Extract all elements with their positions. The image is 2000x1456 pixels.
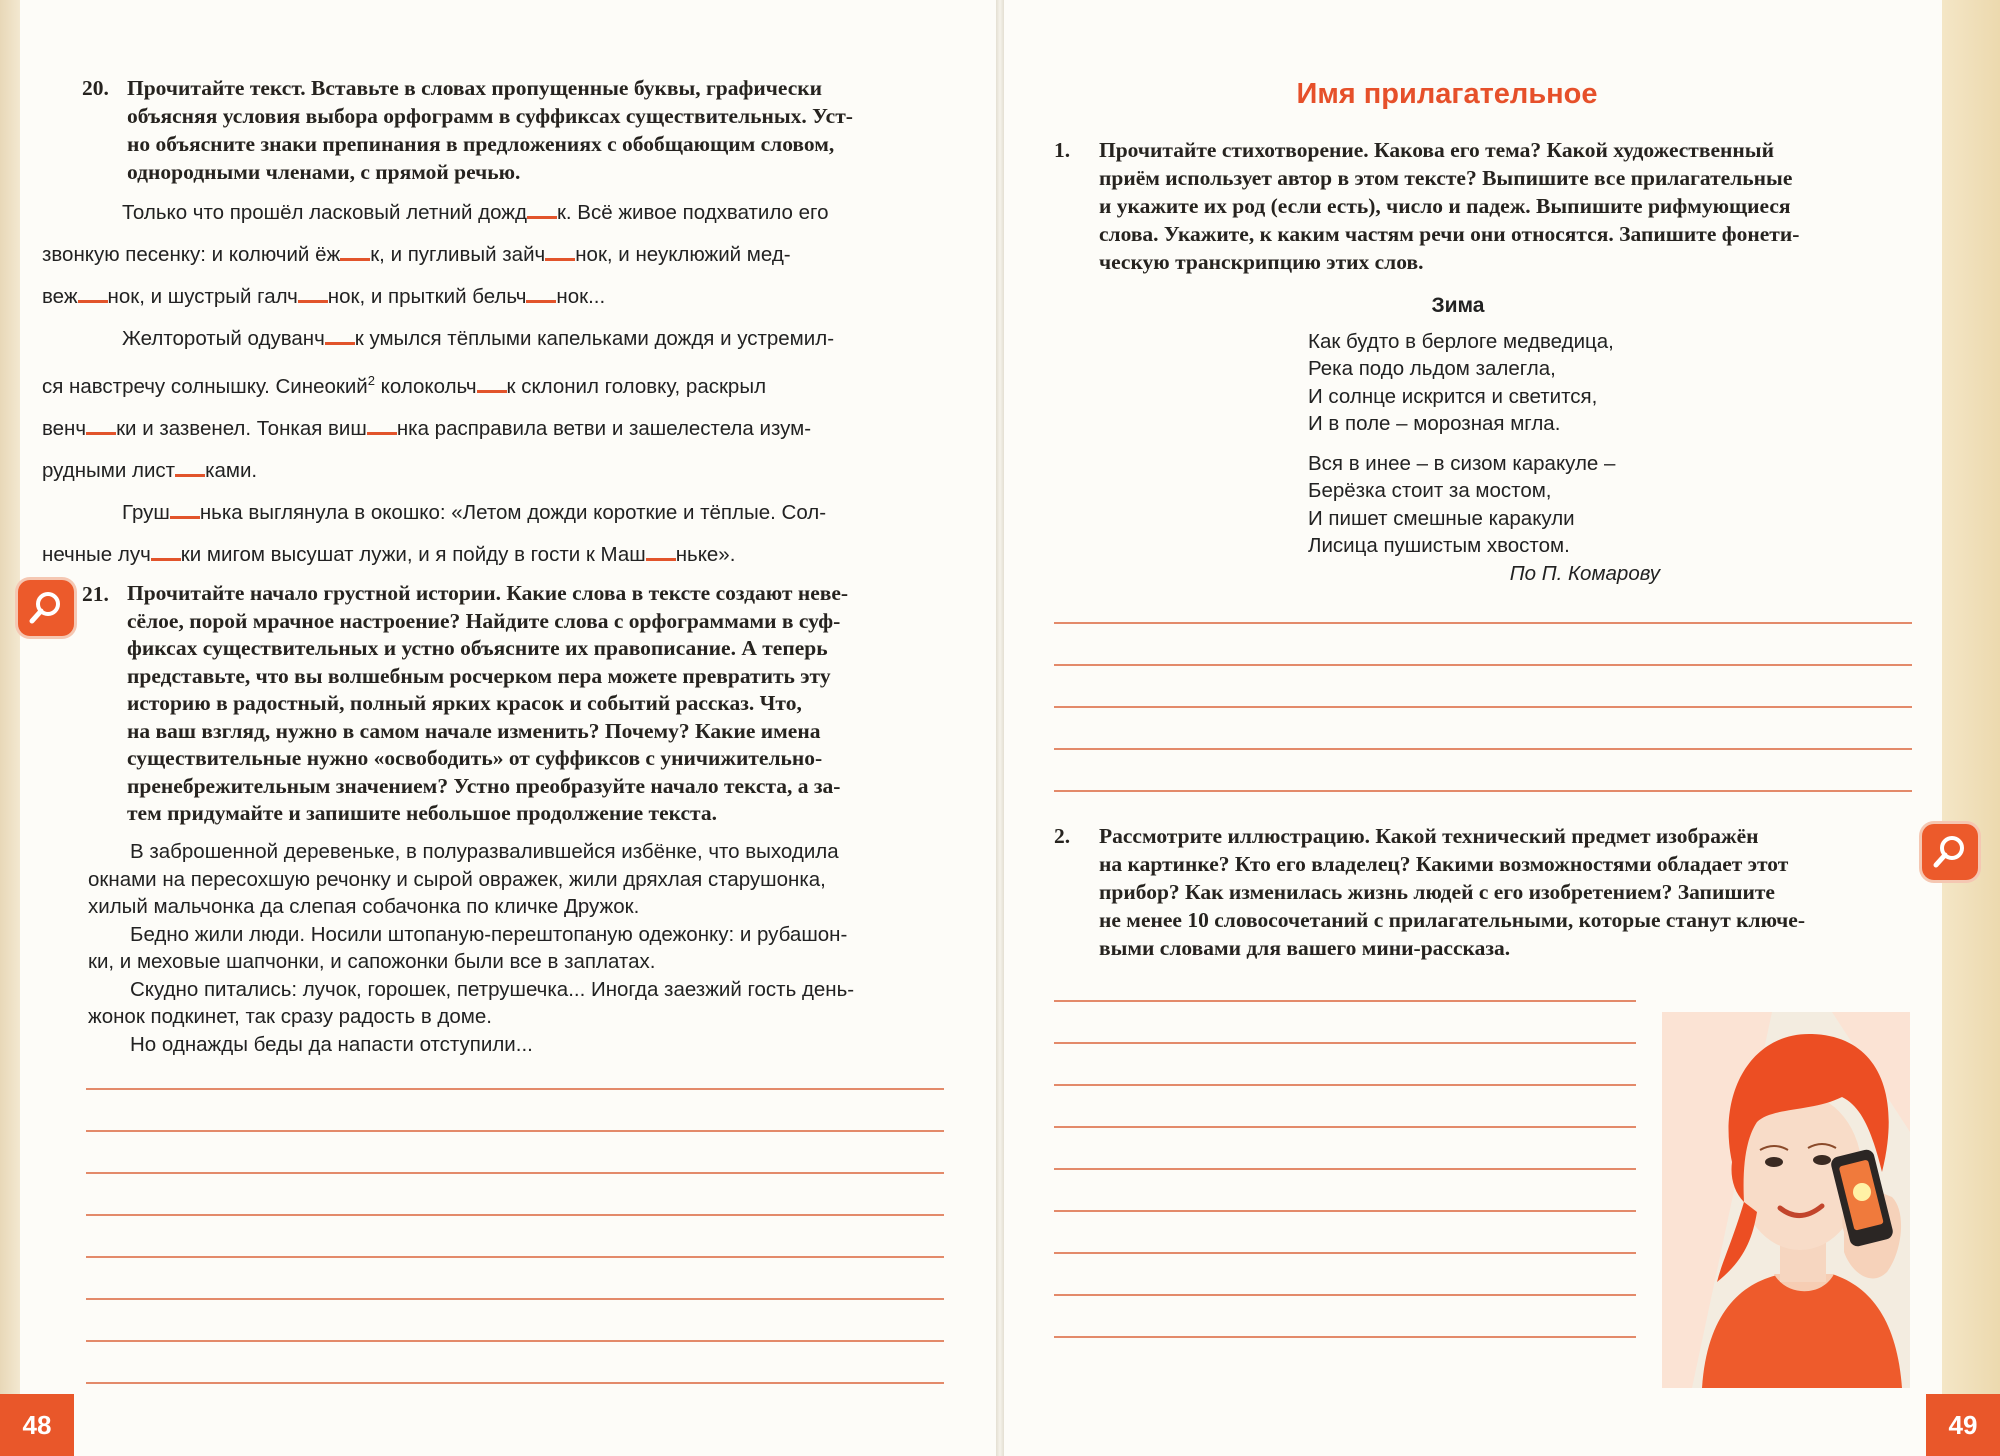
blank[interactable] [340, 252, 370, 261]
answer-lines-task-1[interactable] [1054, 622, 1912, 832]
page-number-left: 48 [0, 1394, 74, 1456]
blank[interactable] [526, 294, 556, 303]
task-1-instructions: Прочитайте стихотворение. Какова его тема? Какой художественный приём использует автор в этом тексте? Выпишите все прилагательные и укажите их род (если есть), число и падеж. Выпишите рифмующиеся слова. Укажите, к каким частям речи они относятся. Запишите фонети- ческую транскрипцию этих слов. [1099, 138, 1800, 274]
answer-lines-task-21[interactable] [86, 1088, 944, 1424]
section-title: Имя прилагательное [1296, 78, 1598, 110]
task-21-number: 21. [82, 582, 109, 606]
task-20-instructions: Прочитайте текст. Вставьте в словах пропущенные буквы, графически объясняя условия выбора орфограмм в суффиксах существительных. Уст- но объясните знаки препинания в предложениях с обобщающим словом, однородными членами, с прямой речью. [127, 76, 853, 184]
search-icon [26, 588, 66, 628]
blank[interactable] [170, 510, 200, 519]
task-20-number: 20. [82, 76, 109, 100]
task-21-story: В заброшенной деревеньке, в полуразвалившейся избёнке, что выходила окнами на пересохшую речонку и сырой овражек, жили дряхлая старушонка, хилый мальчонка да слепая собачонка по кличке Дружок. Бедно жили люди. Носили штопаную-перештопаную одежонку: и рубашон- ки, и меховые шапчонки, и сапожонки были все в заплатах. Скудно питались: лучок, горошек, петрушечка... Иногда заезжий гость день- жонок подкинет, так сразу радость в доме. Но однажды беды да напасти отступили... [88, 840, 855, 1056]
task-1 [1054, 136, 1914, 276]
blank[interactable] [298, 294, 328, 303]
poem-stanza-1: Как будто в берлоге медведица, Река подо льдом залегла, И солнце искрится и светится, И в поле – морозная мгла. [1308, 329, 1614, 435]
blank[interactable] [545, 252, 575, 261]
book-gutter [996, 0, 1004, 1456]
search-badge-right[interactable] [1922, 824, 1978, 880]
blank[interactable] [86, 426, 116, 435]
right-page-edge [1942, 0, 2000, 1456]
poem-title: Зима [1431, 294, 1485, 317]
blank[interactable] [477, 384, 507, 393]
task-2 [1054, 822, 1914, 962]
blank[interactable] [367, 426, 397, 435]
blank[interactable] [175, 468, 205, 477]
left-page-edge [0, 0, 20, 1456]
poem-stanza-2: Вся в инее – в сизом каракуле – Берёзка стоит за мостом, И пишет смешные каракули Лисица пушистым хвостом. [1308, 451, 1616, 557]
task-2-instructions: Рассмотрите иллюстрацию. Какой технический предмет изображён на картинке? Кто его владелец? Какими возможностями обладает этот прибор? Как изменилась жизнь людей с его изобретением? Запишите не менее 10 словосочетаний с прилагательными, которые станут ключе- выми словами для вашего мини-рассказа. [1099, 824, 1806, 960]
task-20-text [42, 192, 942, 576]
poem [1308, 292, 1688, 587]
task-1-number: 1. [1054, 138, 1071, 162]
blank[interactable] [527, 210, 557, 219]
blank[interactable] [151, 552, 181, 561]
girl-with-phone-illustration [1662, 1012, 1910, 1388]
poem-author: По П. Комарову [1509, 561, 1660, 585]
girl-phone-drawing [1662, 1012, 1910, 1388]
exercise-paragraph-1: Только что прошёл ласковый летний дожд к. Всё живое подхватило его звонкую песенку: и колючий ёж к, и пугливый зайч нок, и неуклюжий мед- веж нок, и шустрый галч нок, и прыткий бельч нок... [42, 201, 829, 308]
blank[interactable] [646, 552, 676, 561]
exercise-paragraph-3: Груш нька выглянула в окошко: «Летом дожди короткие и тёплые. Сол- нечные луч ки мигом высушат лужи, и я пойду в гости к Маш ньке». [42, 500, 827, 566]
exercise-paragraph-2: Желторотый одуванч к умылся тёплыми капельками дождя и устремил- ся навстречу солнышку. Синеокий$^2$ колокольч к склонил головку, раскрыл венч ки и зазвенел. Тонкая виш нка расправила ветви и зашелестела изум- рудными лист ками. [42, 327, 835, 482]
blank[interactable] [325, 336, 355, 345]
answer-lines-task-2[interactable] [1054, 1000, 1636, 1378]
search-icon [1930, 832, 1970, 872]
page-number-right: 49 [1926, 1394, 2000, 1456]
task-2-number: 2. [1054, 824, 1071, 848]
task-21 [82, 580, 942, 828]
task-21-instructions: Прочитайте начало грустной истории. Какие слова в тексте создают неве- сёлое, порой мрачное настроение? Найдите слова с орфограммами в суф- фиксах существительных и устно объясните их правописание. А теперь представьте, что вы волшебным росчерком пера можете превратить эту историю в радостный, полный ярких красок и событий рассказ. Что, на ваш взгляд, нужно в самом начале изменить? Почему? Какие имена существительные нужно «освободить» от суффиксов с уничижительно- пренебрежительным значением? Устно преобразуйте начало текста, а за- тем придумайте и запишите небольшое продолжение текста. [127, 581, 849, 825]
blank[interactable] [78, 294, 108, 303]
search-badge-left[interactable] [18, 580, 74, 636]
task-20 [82, 74, 942, 186]
